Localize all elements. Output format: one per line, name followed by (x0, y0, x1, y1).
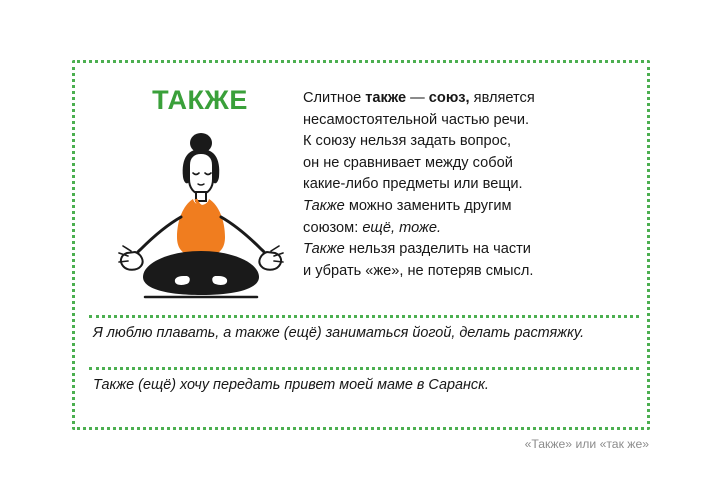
definition-part: — (406, 90, 429, 106)
footer-caption: «Также» или «так же» (524, 437, 649, 451)
definition-line: несамостоятельной частью речи. (303, 111, 530, 128)
definition-line (303, 196, 623, 218)
definition-part-italic: ещё, тоже. (362, 219, 442, 236)
woman-in-lotus-pose-illustration (97, 125, 305, 310)
definition-part-italic: Также (303, 197, 345, 214)
definition-part: можно заменить другим (344, 197, 512, 214)
grammar-card (72, 60, 650, 430)
divider-1 (89, 315, 639, 318)
definition-line: и убрать «же», не потеряв смысл. (303, 262, 534, 279)
definition-text (303, 88, 623, 282)
definition-line: он не сравнивает между собой (303, 154, 513, 171)
definition-part: является (469, 90, 535, 106)
example-sentence-1: Я люблю плавать, а также (ещё) заниматься йогой, делать растяжку. (93, 325, 585, 341)
definition-part: Слитное (303, 90, 366, 106)
definition-line (303, 239, 623, 261)
definition-part: союзом: (303, 219, 363, 236)
definition-part-bold: также (365, 90, 407, 106)
definition-line (303, 218, 623, 240)
definition-part-italic: Также (303, 241, 345, 258)
page-title: ТАКЖЕ (152, 85, 248, 115)
definition-line: какие-либо предметы или вещи. (303, 176, 523, 193)
definition-part: нельзя разделить на части (344, 241, 531, 258)
example-sentence-2: Также (ещё) хочу передать привет моей маме в Саранск. (93, 377, 489, 393)
definition-line: К союзу нельзя задать вопрос, (303, 133, 512, 150)
card-inner (75, 63, 647, 427)
divider-2 (89, 367, 639, 370)
definition-line (303, 88, 623, 110)
definition-part-bold: союз, (428, 90, 470, 106)
